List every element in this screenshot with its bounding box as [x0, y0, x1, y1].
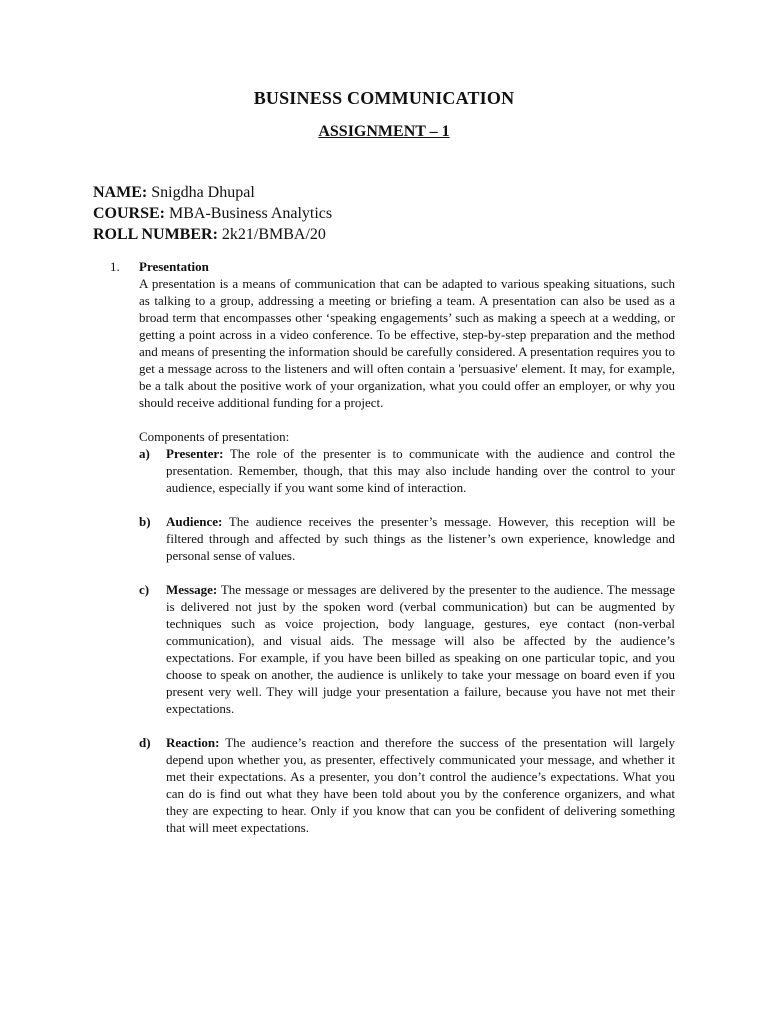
name-label: NAME: [93, 184, 148, 201]
name-value: Snigdha Dhupal [151, 184, 255, 201]
document-title: BUSINESS COMMUNICATION [253, 88, 515, 108]
student-name-row [93, 182, 332, 203]
assignment-subtitle: ASSIGNMENT – 1 [318, 123, 450, 140]
component-description: The audience’s reaction and therefore the success of the presentation will largely depend upon whether you, as presenter, effectively communicated your message, and whether it met their expectations. As a presenter, you don’t control the audience’s expectations. What you can do is find out what they have been told about you by the conference organizers, and what they are expecting to hear. Only if you know that can you be confident of delivering something that will meet expectations. [166, 735, 675, 835]
component-letter: c) [139, 582, 150, 597]
section-paragraph: A presentation is a means of communication that can be adapted to various speaking situations, such as talking to a group, addressing a meeting or briefing a team. A presentation can also be used as a broad term that encompasses other ‘speaking engagements’ such as making a speech at a wedding, or getting a point across in a video conference. To be effective, step-by-step preparation and the method and means of presenting the information should be carefully considered. A presentation requires you to get a message across to the listeners and will often contain a 'persuasive' element. It may, for example, be a talk about the positive work of your organization, what you could offer an employer, or why you should receive additional funding for a project. [139, 276, 675, 410]
component-description: The role of the presenter is to communicate with the audience and control the presentation. Remember, though, that this may also include handing over the control to your audience, especially if you want some kind of interaction. [166, 446, 675, 495]
component-term: Message: [166, 582, 218, 597]
student-course-row [93, 203, 332, 224]
roll-value: 2k21/BMBA/20 [221, 226, 326, 243]
component-item [110, 734, 675, 836]
component-text [166, 581, 675, 717]
component-term: Presenter: [166, 446, 224, 461]
component-letter: d) [139, 735, 151, 750]
course-label: COURSE: [93, 205, 166, 222]
components-title: Components of presentation: [139, 429, 290, 444]
component-text [166, 734, 675, 836]
component-letter: a) [139, 446, 150, 461]
section-presentation [110, 258, 675, 836]
component-text [166, 513, 675, 564]
roll-label: ROLL NUMBER: [93, 226, 218, 243]
section-number: 1. [110, 259, 120, 274]
component-item [110, 513, 675, 564]
section-heading-row [110, 258, 675, 275]
component-letter: b) [139, 514, 151, 529]
component-term: Audience: [166, 514, 223, 529]
course-value: MBA-Business Analytics [169, 205, 333, 222]
component-item [110, 445, 675, 496]
student-roll-row [93, 224, 332, 245]
student-info [93, 182, 332, 245]
section-heading: Presentation [139, 259, 209, 274]
component-text [166, 445, 675, 496]
component-description: The message or messages are delivered by the presenter to the audience. The message is delivered not just by the spoken word (verbal communication) but can be augmented by techniques such as voice projection, body language, gestures, eye contact (non-verbal communication), and visual aids. The message will also be affected by the audience’s expectations. For example, if you have been billed as speaking on one particular topic, and you choose to speak on another, the audience is unlikely to take your message on board even if you present very well. They will judge your presentation a failure, because you have not met their expectations. [166, 582, 675, 716]
component-item [110, 581, 675, 717]
component-term: Reaction: [166, 735, 220, 750]
component-description: The audience receives the presenter’s message. However, this reception will be filtered through and affected by such things as the listener’s own experience, knowledge and personal sense of values. [166, 514, 675, 563]
